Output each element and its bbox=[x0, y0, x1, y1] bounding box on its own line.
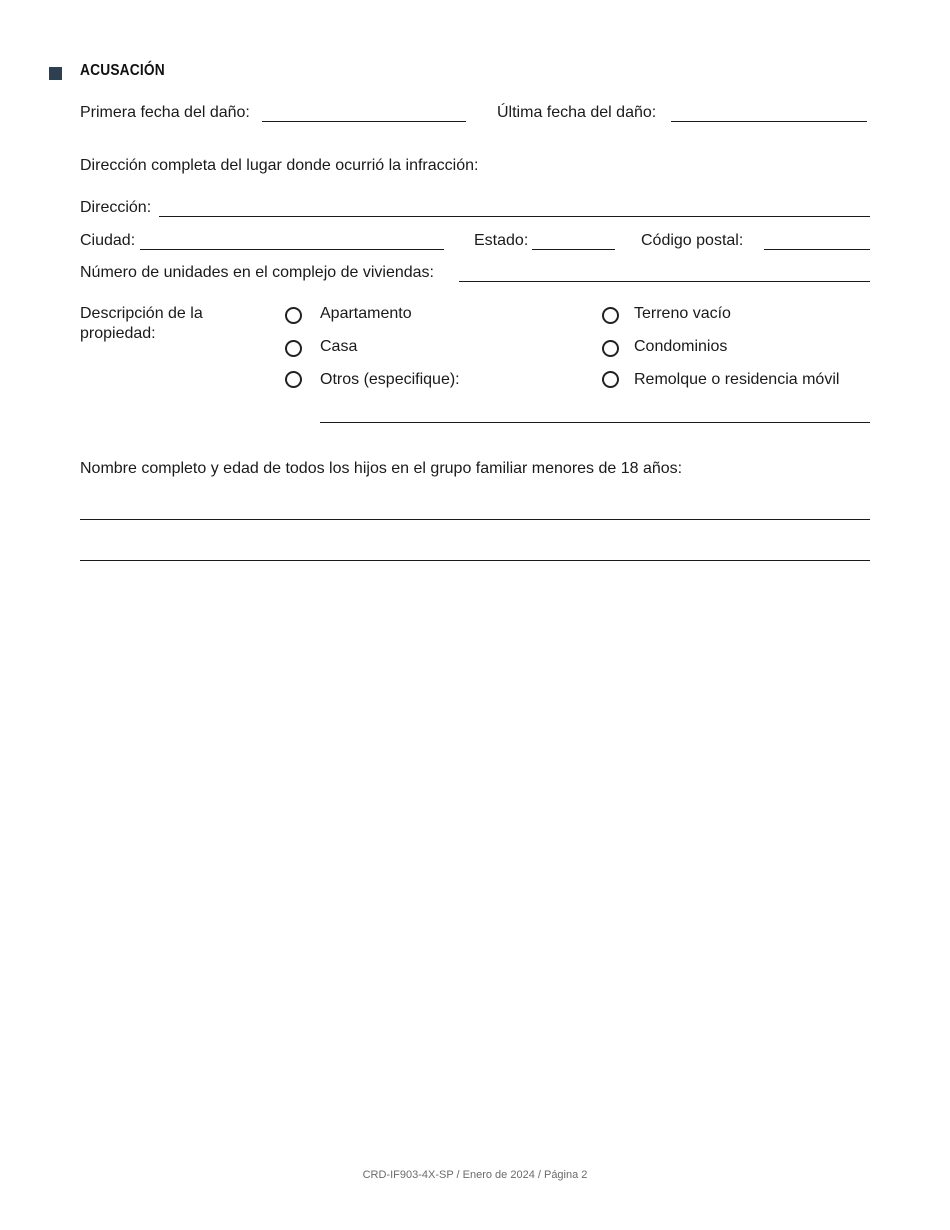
section-title: ACUSACIÓN bbox=[80, 62, 165, 79]
units-field[interactable] bbox=[459, 281, 870, 282]
state-field[interactable] bbox=[532, 249, 615, 250]
option-terreno-vacio-label: Terreno vacío bbox=[634, 305, 731, 322]
last-date-field[interactable] bbox=[671, 121, 867, 122]
option-apartamento-label: Apartamento bbox=[320, 305, 412, 322]
radio-apartamento[interactable] bbox=[285, 307, 302, 324]
city-field[interactable] bbox=[140, 249, 444, 250]
radio-casa[interactable] bbox=[285, 340, 302, 357]
street-field[interactable] bbox=[159, 216, 870, 217]
units-label: Número de unidades en el complejo de viviendas: bbox=[80, 264, 434, 281]
zip-field[interactable] bbox=[764, 249, 870, 250]
street-label: Dirección: bbox=[80, 199, 152, 216]
section-marker-square bbox=[49, 67, 62, 80]
first-date-field[interactable] bbox=[262, 121, 466, 122]
radio-condominios[interactable] bbox=[602, 340, 619, 357]
children-line-1[interactable] bbox=[80, 519, 870, 520]
option-remolque-label: Remolque o residencia móvil bbox=[634, 371, 840, 388]
radio-terreno-vacio[interactable] bbox=[602, 307, 619, 324]
radio-remolque[interactable] bbox=[602, 371, 619, 388]
option-otros-label: Otros (especifique): bbox=[320, 371, 460, 388]
page-footer: CRD-IF903-4X-SP / Enero de 2024 / Página 2 bbox=[362, 1169, 588, 1181]
property-label: Descripción de la propiedad: bbox=[80, 305, 203, 342]
option-casa-label: Casa bbox=[320, 338, 358, 355]
children-label: Nombre completo y edad de todos los hijos en el grupo familiar menores de 18 años: bbox=[80, 460, 683, 477]
radio-otros[interactable] bbox=[285, 371, 302, 388]
zip-label: Código postal: bbox=[641, 232, 744, 249]
option-condominios-label: Condominios bbox=[634, 338, 728, 355]
state-label: Estado: bbox=[474, 232, 529, 249]
address-intro: Dirección completa del lugar donde ocurrió la infracción: bbox=[80, 157, 479, 174]
last-date-label: Última fecha del daño: bbox=[497, 104, 657, 121]
other-specify-field[interactable] bbox=[320, 422, 870, 423]
children-line-2[interactable] bbox=[80, 560, 870, 561]
city-label: Ciudad: bbox=[80, 232, 136, 249]
first-date-label: Primera fecha del daño: bbox=[80, 104, 250, 121]
